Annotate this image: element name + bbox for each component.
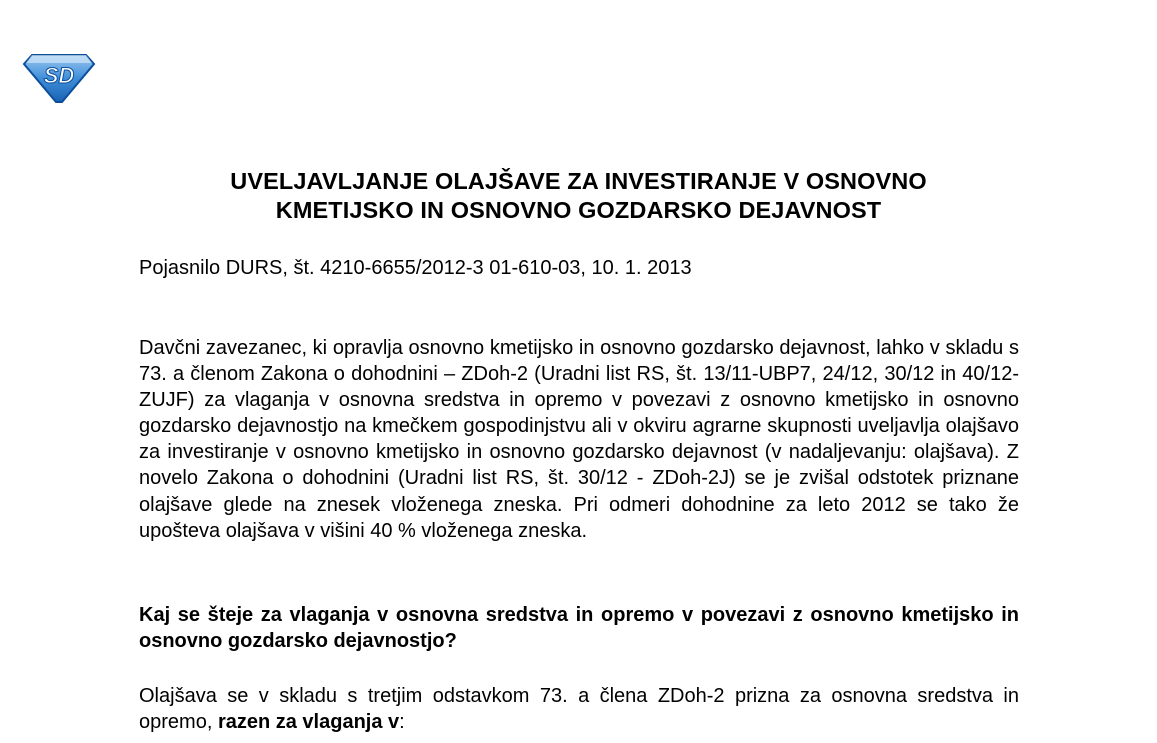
paragraph-2-text: Olajšava se v skladu s tretjim odstavkom 73. a člena ZDoh-2 prizna za osnovna sredstva in opremo, [139,685,1019,734]
title-line-2: KMETIJSKO IN OSNOVNO GOZDARSKO DEJAVNOST [275,197,882,223]
paragraph-2-bold: razen za vlaganja v [217,711,400,734]
paragraph-1: Davčni zavezanec, ki opravlja osnovno kmetijsko in osnovno gozdarsko dejavnost, lahko v skladu s 73. a členom Zakona o dohodnini – ZDoh-2 (Uradni list RS, št. 13/11-UBP7, 24/12, 30/12 in 40/12-ZUJF) za vlaganja v osnovna sredstva in opremo v povezavi z osnovno kmetijsko in osnovno gozdarsko dejavnostjo na kmečkem gospodinjstvu ali v okviru agrarne skupnosti uveljavlja olajšavo za investiranje v osnovno kmetijsko in osnovno gozdarsko dejavnost (v nadaljevanju: olajšava). Z novelo Zakona o dohodnini (Uradni list RS, št. 30/12 - ZDoh-2J) se je zvišal odstotek priznane olajšave glede na znesek vloženega zneska. Pri odmeri dohodnine za leto 2012 se tako že upošteva olajšava v višini 40 % vloženega zneska. [139,337,1019,542]
document-title [0,167,1157,225]
title-line-1: UVELJAVLJANJE OLAJŠAVE ZA INVESTIRANJE V OSNOVNO [230,168,927,194]
section-question: Kaj se šteje za vlaganja v osnovna sredstva in opremo v povezavi z osnovno kmetijsko in osnovno gozdarsko dejavnostjo? [139,604,1019,653]
paragraph-2 [139,683,1019,735]
durs-shield-logo [22,50,96,104]
reference-line: Pojasnilo DURS, št. 4210-6655/2012-3 01-610-03, 10. 1. 2013 [139,257,692,279]
svg-text:SD: SD [43,63,75,88]
paragraph-2-end: : [399,711,405,734]
